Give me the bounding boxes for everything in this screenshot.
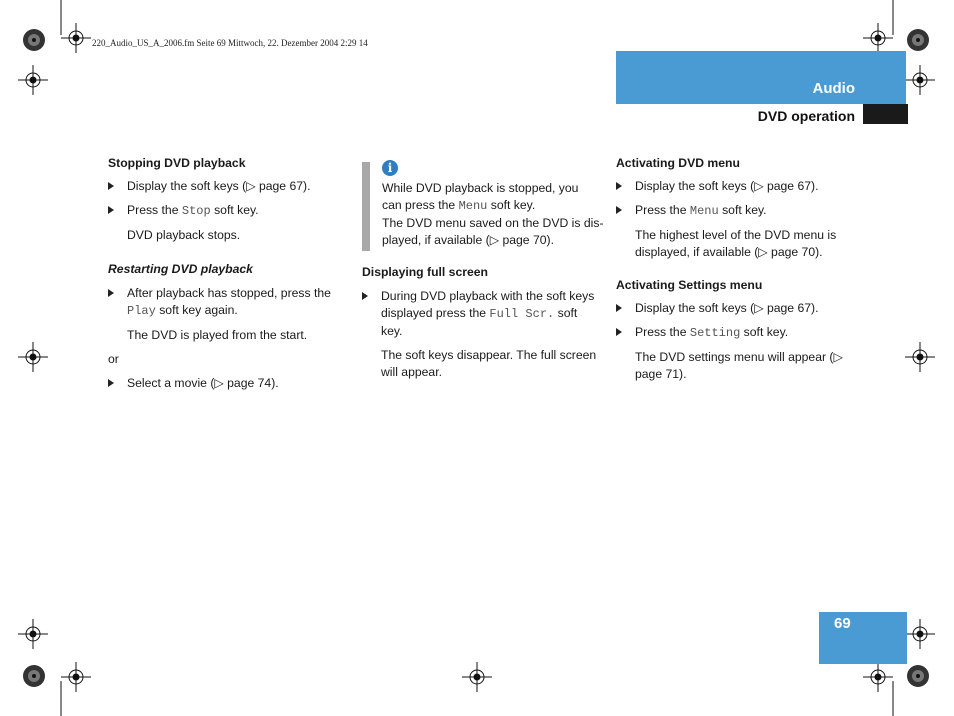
arrow-icon bbox=[108, 289, 114, 297]
info-note bbox=[382, 180, 607, 249]
info-line-1: While DVD playback is stopped, you bbox=[382, 181, 579, 195]
full-screen-result: The soft keys disappear. The full screen will appear. bbox=[381, 348, 597, 379]
chapter-tab bbox=[863, 104, 908, 124]
or-text: or bbox=[108, 352, 119, 366]
restart-result: The DVD is played from the start. bbox=[127, 328, 308, 342]
arrow-icon bbox=[362, 292, 368, 300]
stop-step-1: Display the soft keys (▷ page 67). bbox=[108, 178, 348, 195]
print-info: 220_Audio_US_A_2006.fm Seite 69 Mittwoch, 22. Dezember 2004 2:29 14 bbox=[92, 38, 368, 48]
arrow-icon bbox=[108, 182, 114, 190]
subsection-title: DVD operation bbox=[757, 108, 855, 124]
arrow-icon bbox=[108, 379, 114, 387]
settings-result: The DVD settings menu will appear (▷ page 71). bbox=[635, 350, 843, 381]
info-line-4: played, if available (▷ page 70). bbox=[382, 233, 554, 247]
dvd-menu-step-2: Press the Menu soft key. bbox=[616, 202, 846, 220]
settings-step-2: Press the Setting soft key. bbox=[616, 324, 846, 342]
header-bar bbox=[616, 51, 906, 104]
info-icon: i bbox=[382, 160, 398, 176]
stop-result: DVD playback stops. bbox=[127, 228, 241, 242]
page-number: 69 bbox=[834, 615, 851, 632]
full-screen-heading: Displaying full screen bbox=[362, 265, 488, 279]
stop-heading: Stopping DVD playback bbox=[108, 156, 246, 170]
full-screen-step: During DVD playback with the soft keys displayed press the Full Scr. soft key. bbox=[362, 288, 602, 340]
section-title: Audio bbox=[812, 80, 855, 97]
stop-step-2: Press the Stop soft key. bbox=[108, 202, 348, 220]
soft-key-menu: Menu bbox=[689, 204, 719, 218]
dvd-menu-result: The highest level of the DVD menu is displayed, if available (▷ page 70). bbox=[635, 228, 837, 259]
column-right bbox=[616, 155, 846, 383]
arrow-icon bbox=[616, 328, 622, 336]
soft-key-stop: Stop bbox=[181, 204, 211, 218]
select-movie-step: Select a movie (▷ page 74). bbox=[108, 375, 348, 392]
column-middle bbox=[362, 264, 602, 381]
arrow-icon bbox=[616, 304, 622, 312]
info-line-2: can press the Menu soft key. bbox=[382, 198, 536, 213]
settings-heading: Activating Settings menu bbox=[616, 278, 763, 292]
info-bar bbox=[362, 162, 370, 251]
dvd-menu-step-1: Display the soft keys (▷ page 67). bbox=[616, 178, 846, 195]
restart-heading: Restarting DVD playback bbox=[108, 262, 253, 276]
restart-step-1: After playback has stopped, press the Play soft key again. bbox=[108, 285, 348, 320]
soft-key-setting: Setting bbox=[689, 326, 741, 340]
page-number-box bbox=[819, 612, 907, 664]
soft-key-play: Play bbox=[127, 304, 156, 318]
arrow-icon bbox=[616, 182, 622, 190]
dvd-menu-heading: Activating DVD menu bbox=[616, 156, 740, 170]
column-left bbox=[108, 155, 348, 392]
soft-key-menu: Menu bbox=[458, 199, 488, 213]
settings-step-1: Display the soft keys (▷ page 67). bbox=[616, 300, 846, 317]
soft-key-full-scr: Full Scr. bbox=[489, 307, 555, 321]
arrow-icon bbox=[108, 206, 114, 214]
info-line-3: The DVD menu saved on the DVD is dis- bbox=[382, 216, 604, 230]
arrow-icon bbox=[616, 206, 622, 214]
